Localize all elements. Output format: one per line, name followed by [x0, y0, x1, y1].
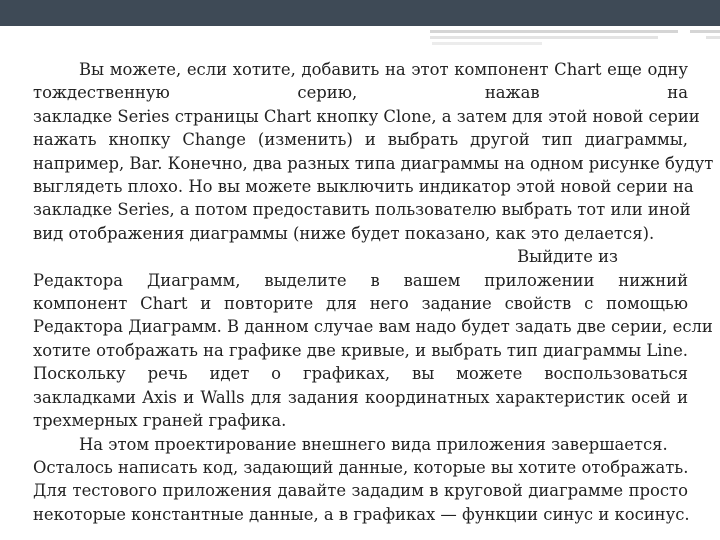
text-line: тождественную серию, нажав на	[33, 83, 688, 103]
header-decoration-line	[430, 30, 678, 33]
header-decoration-line	[432, 42, 542, 45]
text-line: нажать кнопку Change (изменить) и выбрать другой тип диаграммы,	[33, 130, 688, 150]
text-line: Редактора Диаграмм, выделите в вашем приложении нижний	[33, 270, 688, 290]
text-line: закладке Series, а потом предоставить пользователю выбрать тот или иной	[33, 200, 691, 220]
text-line: трехмерных граней графика.	[33, 411, 287, 431]
document-body	[33, 58, 714, 526]
header-decoration-line	[430, 36, 658, 39]
text-line: Выйдите из	[517, 247, 618, 267]
text-line: вид отображения диаграммы (ниже будет показано, как это делается).	[33, 223, 655, 243]
text-line: Для тестового приложения давайте зададим в круговой диаграмме просто	[33, 481, 688, 501]
header-decoration-line	[706, 36, 720, 39]
text-line: некоторые константные данные, а в графиках — функции синус и косинус.	[33, 504, 690, 524]
text-line: Редактора Диаграмм. В данном случае вам надо будет задать две серии, если	[33, 317, 713, 337]
text-line: закладке Series страницы Chart кнопку Clone, а затем для этой новой серии	[33, 106, 700, 126]
text-line: На этом проектирование внешнего вида приложения завершается.	[79, 434, 668, 454]
text-line: выглядеть плохо. Но вы можете выключить индикатор этой новой серии на	[33, 177, 694, 197]
text-line: компонент Chart и повторите для него задание свойств с помощью	[33, 294, 688, 314]
text-line: Осталось написать код, задающий данные, которые вы хотите отображать.	[33, 457, 689, 477]
header-decoration-line	[690, 30, 720, 33]
text-line: например, Bar. Конечно, два разных типа диаграммы на одном рисунке будут	[33, 153, 714, 173]
text-line: закладками Axis и Walls для задания координатных характеристик осей и	[33, 387, 688, 407]
slide-header-bar	[0, 0, 720, 26]
text-line: Поскольку речь идет о графиках, вы можете воспользоваться	[33, 364, 688, 384]
text-line: хотите отображать на графике две кривые, и выбрать тип диаграммы Line.	[33, 340, 688, 360]
text-line: Вы можете, если хотите, добавить на этот компонент Chart еще одну	[79, 60, 688, 79]
